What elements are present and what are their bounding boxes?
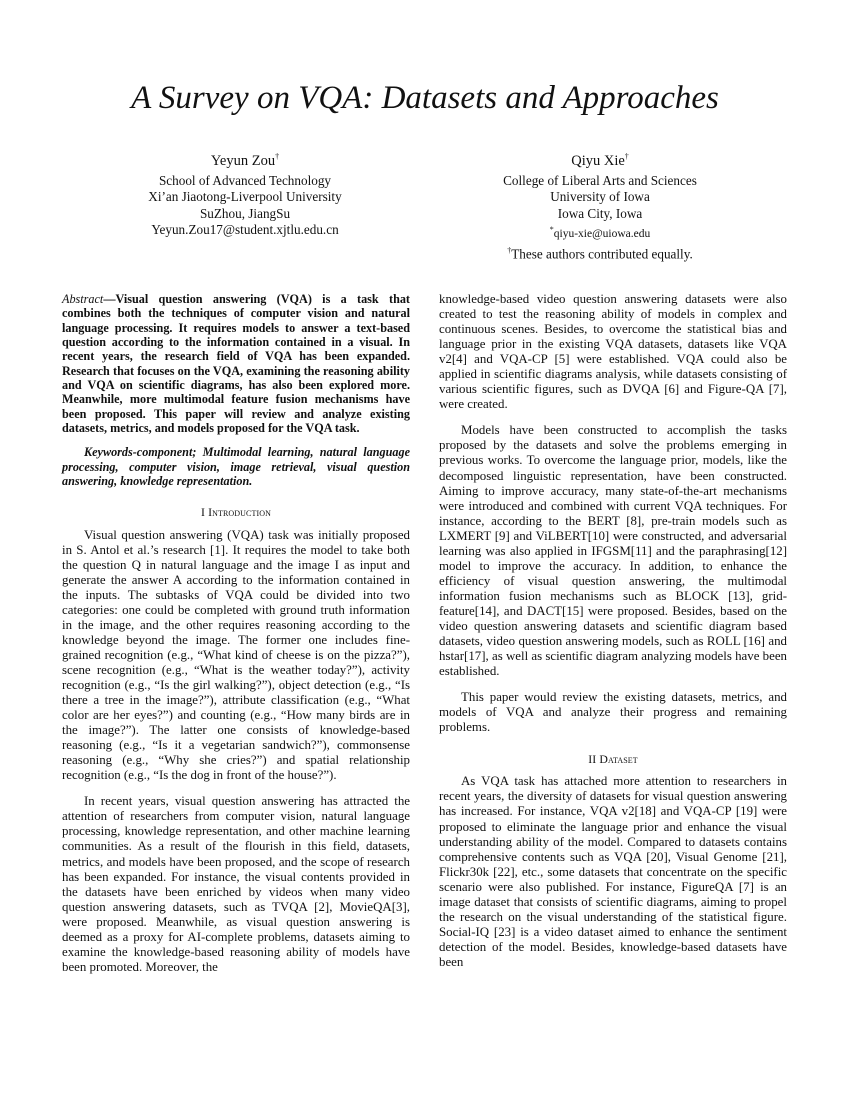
author-block-2 <box>470 147 730 263</box>
abstract-text: Visual question answering (VQA) is a task that combines both the techniques of computer vision and natural language processing. It requires models to answer a text-based question according to the information contained in a visual. In recent years, the research field of VQA has been expanded. Research that focuses on the VQA, examining the reasoning ability and VQA on scientific diagrams, has also been explored more. Meanwhile, more multimodal feature fusion mechanisms have been proposed. This paper will review and analyze existing datasets, metrics, and models proposed for the VQA task. <box>62 292 410 436</box>
author-email: Yeyun.Zou17@student.xjtlu.edu.cn <box>151 222 339 238</box>
abstract: Abstract—Visual question answering (VQA) is a task that combines both the techniques of computer vision and natural language processing. It requires models to answer a text-based question according to the information contained in a visual. In recent years, the research field of VQA has been expanded. Research that focuses on the VQA, examining the reasoning ability and VQA on scientific diagrams, has also been explored more. Meanwhile, more multimodal feature fusion mechanisms have been proposed. This paper will review and analyze existing datasets, metrics, and models proposed for the VQA task. <box>62 292 410 436</box>
paragraph: Models have been constructed to accomplish the tasks proposed by the datasets and solve the problems emerging in previous works. To overcome the language prior, models, like the decomposed linguistic representation, have been constructed. Aiming to improve accuracy, many state-of-the-art mechanisms were introduced and combined with current VQA techniques. For instance, according to the BERT [8], pre-train models such as LXMERT [9] and ViLBERT[10] were constructed, and adversarial learning was also applied in IFGSM[11] and the paraphrasing[12] model to improve the accuracy. In addition, to enhance the efficiency of visual question answering, the multimodal information fusion mechanisms such as BLOCK [13], grid-feature[14], and DACT[15] were proposed. Besides, based on the video question answering datasets and scientific diagram based datasets, video question answering models, such as ROLL [16] and hstar[17], as well as scientific diagram analyzing models have been established. <box>439 423 787 679</box>
paper-title: A Survey on VQA: Datasets and Approaches <box>131 80 719 116</box>
paragraph: knowledge-based video question answering datasets were also created to test the reasoning ability of models in complex and continuous scenes. Besides, to overcome the statistical bias and language prior in the existing VQA datasets, datasets like VQA v2[4] and VQA-CP [5] were established. VQA could also be applied in scientific diagrams analysis, while datasets consisting of various scientific figures, such as DVQA [6] and Figure-QA [7], were created. <box>439 292 787 412</box>
author-affiliation-line: SuZhou, JiangSu <box>199 205 291 221</box>
author-affiliation-line: Xi’an Jiaotong-Liverpool University <box>148 189 342 205</box>
section-heading-introduction: I Introduction <box>201 505 271 520</box>
right-column <box>439 292 787 970</box>
paragraph: This paper would review the existing datasets, metrics, and models of VQA and analyze their progress and remaining problems. <box>439 690 787 735</box>
author-name: Qiyu Xie† <box>571 152 629 169</box>
keywords: Keywords-component; Multimodal learning, natural language processing, computer vision, image retrieval, visual question answering, knowledge representation. <box>62 445 410 489</box>
paragraph: In recent years, visual question answering has attracted the attention of researchers from computer vision, natural language processing, knowledge representation, and other machine learning communities. As a result of the flourish in this field, datasets, metrics, and models have been proposed, and the scope of research has been expanded. For instance, the visual contents provided in the datasets have been enriched by videos when many video question answering datasets, such as TVQA [2], MovieQA[3], were proposed. Meanwhile, as visual question answering is deemed as a proxy for AI-complete problems, datasets aiming to examine the knowledge-based reasoning ability of models have been promoted. Moreover, the <box>62 794 410 974</box>
author-email: *qiyu-xie@uiowa.edu <box>549 225 651 241</box>
author-name: Yeyun Zou† <box>210 152 280 169</box>
author-block-1 <box>120 147 370 239</box>
left-column <box>62 292 410 975</box>
paragraph: Visual question answering (VQA) task was initially proposed in S. Antol et al.’s research [1]. It requires the model to take both the question Q in natural language and the image I as input and generate the answer A according to the information contained in the inputs. The subtasks of VQA could be divided into two categories: one could be completed with ground truth information in the image, and the other requires reasoning according to the knowledge beyond the image. The former one includes fine-grained recognition (e.g., “What kind of cheese is on the pizza?”), scene recognition (e.g., “What is the weather today?”), activity recognition (e.g., “Is the girl walking?”), object detection (e.g., “Is there a tree in the image?”), attribute classification (e.g., “What color are her eyes?”) and counting (e.g., “How many birds are in the image?”). The latter one consists of knowledge-based reasoning (e.g., “Is it a vegetarian sandwich?”), commonsense reasoning (e.g., “Why she cries?”) and spatial relationship recognition (e.g., “Is the dog in front of the house?”). <box>62 527 410 783</box>
section-heading-dataset: II Dataset <box>588 752 638 767</box>
author-affiliation-line: Iowa City, Iowa <box>557 205 643 221</box>
abstract-label: Abstract <box>62 292 104 306</box>
author-affiliation-line: School of Advanced Technology <box>158 172 332 188</box>
author-affiliation-line: College of Liberal Arts and Sciences <box>503 172 697 188</box>
author-affiliation-line: University of Iowa <box>550 189 650 205</box>
author-note: †These authors contributed equally. <box>507 245 693 262</box>
paragraph: As VQA task has attached more attention to researchers in recent years, the diversity of datasets for visual question answering has increased. For instance, VQA v2[18] and VQA-CP [19] were proposed to eliminate the language prior and enhance the visual understanding ability of the model. Compared to datasets contains comprehensive contents such as VQA [20], Visual Genome [21], Flickr30k [22], etc., some datasets that concentrate on the specific scenario were also published. For instance, FigureQA [7] is an image dataset that consists of scientific diagrams, aiming to propel the research on the visual understanding of the statistical figure. Social-IQ [23] is a video dataset aimed to enhance the sentiment detection of the model. Besides, knowledge-based datasets have been <box>439 774 787 969</box>
